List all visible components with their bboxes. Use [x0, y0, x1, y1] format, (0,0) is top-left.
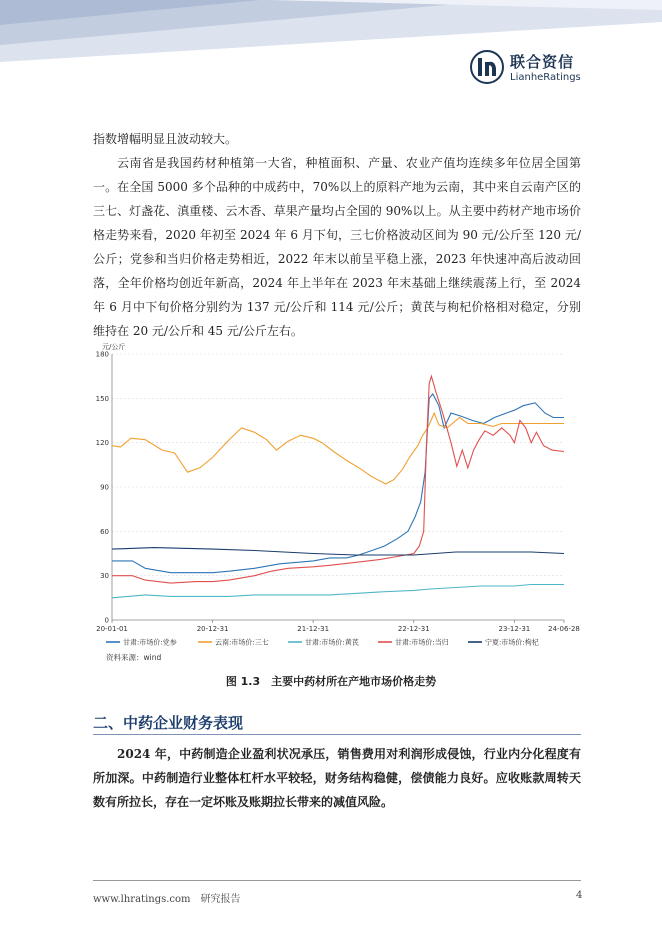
legend-label: 甘肃:市场价:党参	[123, 638, 177, 647]
section-title: 二、中药企业财务表现	[93, 714, 244, 732]
y-axis-unit-label: 元/公斤	[102, 343, 126, 351]
footer-divider	[93, 880, 581, 881]
logo-chinese-name: 联合资信	[510, 53, 575, 71]
series-line-1	[112, 413, 564, 484]
series-line-0	[112, 394, 564, 573]
section-summary: 2024 年，中药制造企业盈利状况承压，销售费用对利润形成侵蚀，行业内分化程度有所加深。中药制造行业整体杠杆水平较轻，财务结构稳健，偿债能力良好。应收账款周转天数有所拉长，存在一定坏账及账期拉长带来的减值风险。	[93, 747, 581, 809]
y-tick-label: 90	[100, 483, 109, 492]
section-divider	[93, 734, 581, 735]
y-tick-label: 150	[95, 394, 109, 403]
x-tick-label: 21-12-31	[297, 625, 330, 633]
chart-source-note: 资料来源：wind	[106, 653, 162, 662]
y-tick-label: 0	[104, 616, 109, 625]
legend-label: 甘肃:市场价:黄芪	[305, 638, 359, 647]
y-tick-label: 180	[95, 350, 109, 359]
x-tick-label: 20-12-31	[196, 625, 229, 633]
logo-english-name: LianheRatings	[510, 72, 581, 83]
series-line-2	[112, 585, 564, 598]
page-number: 4	[576, 890, 583, 901]
x-tick-label: 20-01-01	[96, 625, 128, 633]
paragraph-yunnan: 云南省是我国药材种植第一大省，种植面积、产量、农业产值均连续多年位居全国第一。在全国 5000 多个品种的中成药中，70%以上的原料产地为云南，其中来自云南产区的三七、灯盏花、滇重楼、云木香、草果产量均占全国的 90%以上。从主要中药材产地市场价格走势来看，2020 年初至 2024 年 6 月下旬，三七价格波动区间为 90 元/公斤至 120 元/公斤；党参和当归价格走势相近，2022 年末以前呈平稳上涨，2023 年快速冲高后波动回落，全年价格均创近年新高，2024 年上半年在 2023 年末基础上继续震荡上行，至 2024 年 6 月中下旬价格分别约为 137 元/公斤和 114 元/公斤；黄芪与枸杞价格相对稳定，分别维持在 20 元/公斤和 45 元/公斤左右。	[93, 156, 581, 338]
price-trend-chart	[88, 338, 588, 668]
x-tick-label: 22-12-31	[397, 625, 430, 633]
footer-website: www.lhratings.com 研究报告	[93, 894, 241, 905]
legend-label: 云南:市场价:三七	[215, 638, 269, 647]
lianhe-logo-icon	[470, 50, 504, 84]
y-tick-label: 60	[100, 527, 109, 536]
legend-label: 宁夏:市场价:枸杞	[485, 638, 539, 647]
x-tick-label: 24-06-28	[548, 625, 580, 633]
y-tick-label: 30	[100, 572, 109, 581]
legend-label: 甘肃:市场价:当归	[395, 638, 449, 647]
figure-caption: 图 1.3 主要中药材所在产地市场价格走势	[225, 675, 437, 688]
series-line-4	[112, 548, 564, 555]
y-tick-label: 120	[95, 439, 109, 448]
paragraph-continuation: 指数增幅明显且波动较大。	[93, 132, 238, 146]
company-logo	[470, 50, 581, 84]
x-tick-label: 23-12-31	[498, 625, 531, 633]
